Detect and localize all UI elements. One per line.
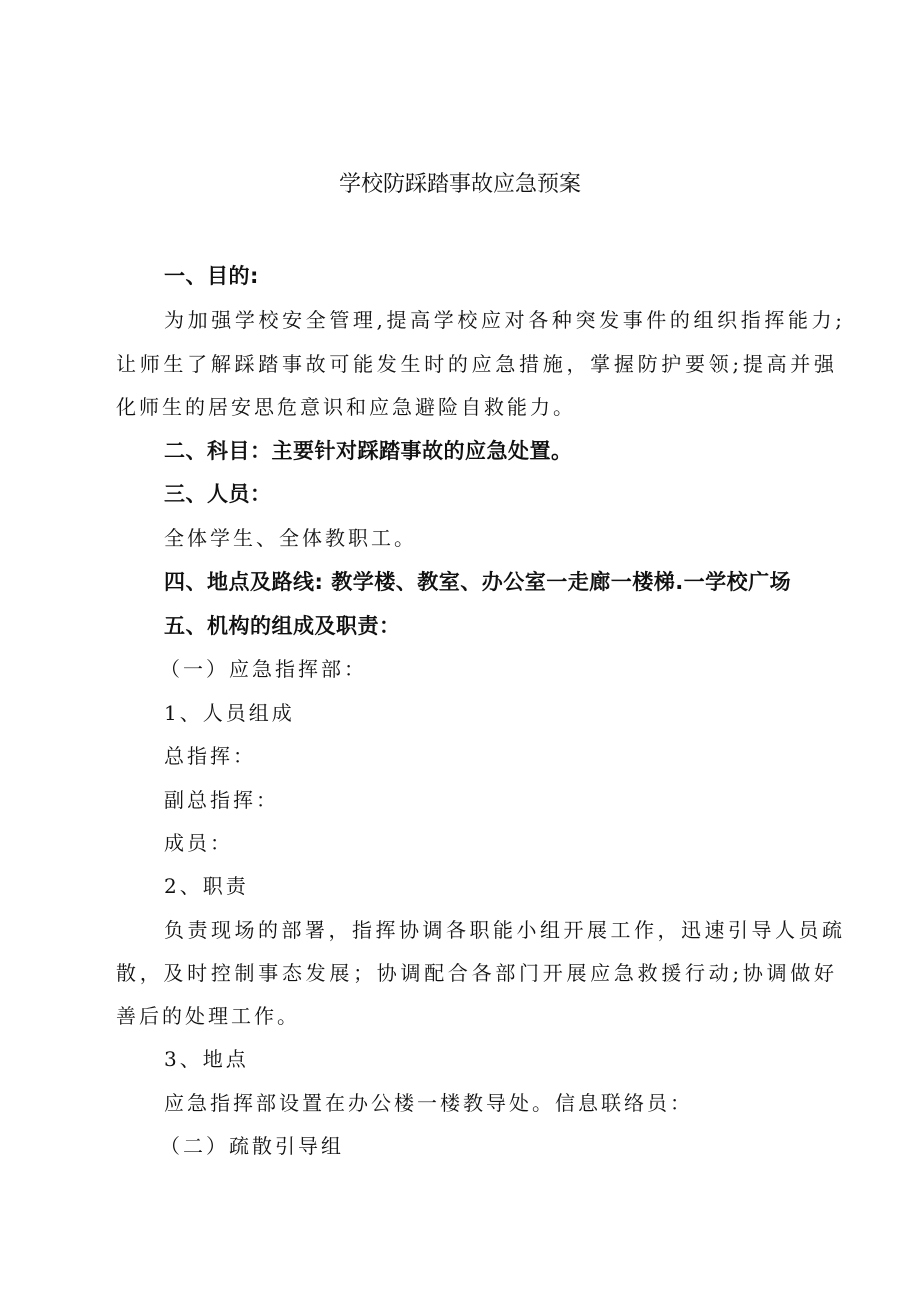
list-item: 3、地点 [164, 1047, 249, 1071]
paragraph-line: 全体学生、全体教职工。 [164, 526, 417, 550]
section-heading-location: 四、地点及路线: 教学楼、教室、办公室一走廊一楼梯.一学校广场 [164, 570, 792, 594]
list-item: 成员： [164, 831, 233, 855]
subsection-heading: （一）应急指挥部： [160, 657, 367, 681]
section-heading-personnel: 三、人员： [164, 482, 272, 506]
section-heading-purpose: 一、目的: [164, 264, 259, 288]
list-item: 1、人员组成 [164, 701, 295, 725]
list-item: 副总指挥： [164, 788, 279, 812]
list-item: 总指挥： [164, 744, 256, 768]
document-title: 学校防踩踏事故应急预案 [338, 172, 581, 197]
subsection-heading: （二）疏散引导组 [160, 1134, 344, 1158]
paragraph-line: 让师生了解踩踏事故可能发生时的应急措施，掌握防护要领;提高并强 [116, 352, 836, 376]
paragraph-line: 善后的处理工作。 [116, 1004, 300, 1028]
paragraph-line: 负责现场的部署，指挥协调各职能小组开展工作，迅速引导人员疏 [164, 918, 844, 942]
list-item: 2、职责 [164, 874, 249, 898]
paragraph-line: 为加强学校安全管理,提高学校应对各种突发事件的组织指挥能力; [164, 308, 844, 332]
section-heading-organization: 五、机构的组成及职责： [164, 614, 401, 638]
paragraph-line: 化师生的居安思危意识和应急避险自救能力。 [116, 395, 576, 419]
paragraph-line: 应急指挥部设置在办公楼一楼教导处。信息联络员： [164, 1091, 693, 1115]
paragraph-line: 散，及时控制事态发展；协调配合各部门开展应急救援行动;协调做好 [116, 961, 836, 985]
section-heading-subject: 二、科目：主要针对踩踏事故的应急处置。 [164, 439, 573, 463]
